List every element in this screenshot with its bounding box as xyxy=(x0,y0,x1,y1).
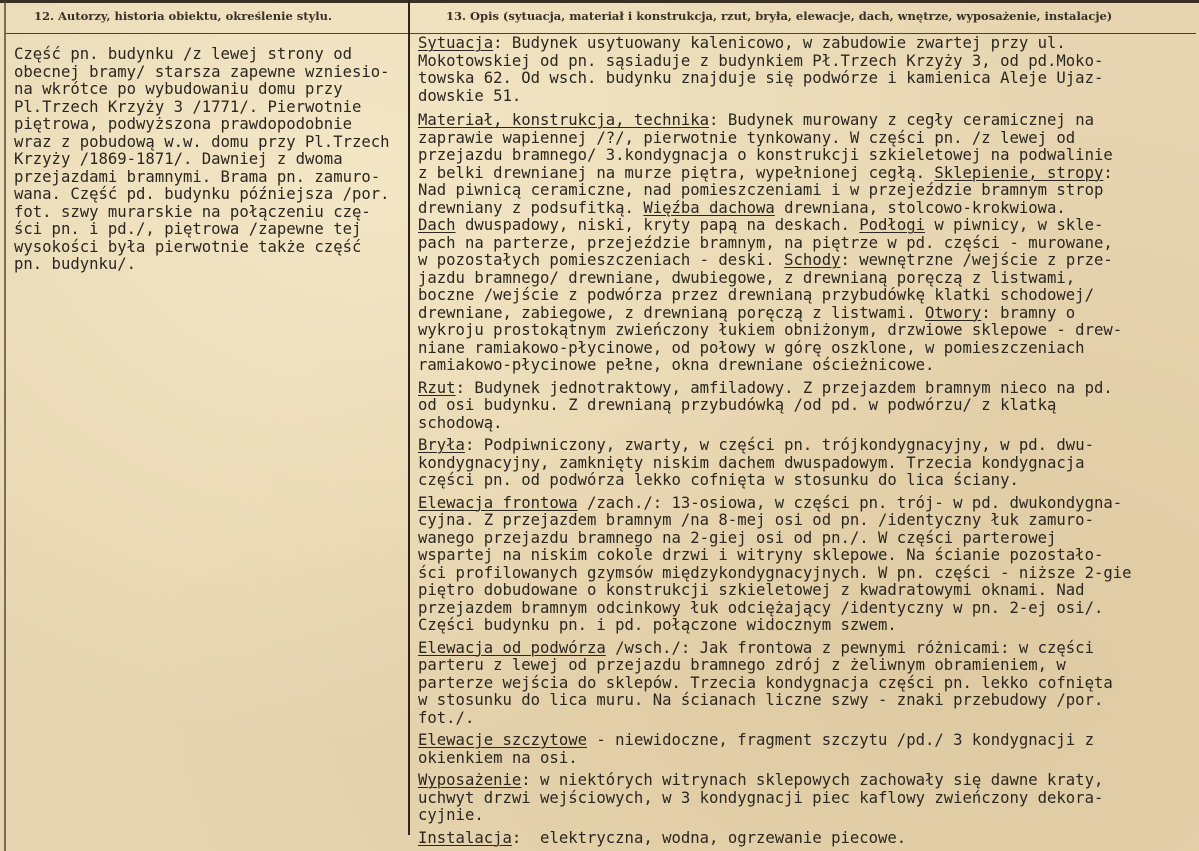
description-line: jazdu bramnego/ drewniane, dwubiegowe, z drewnianą poręczą z listwami, xyxy=(418,268,1076,287)
history-text-column xyxy=(14,46,390,274)
description-line: boczne /wejście z podwórza przez drewnianą przybudówkę klatki schodowej/ xyxy=(418,286,1094,304)
description-line: Elewacja od podwórza /wsch./: Jak frontowa z pewnymi różnicami: w części xyxy=(418,638,1094,657)
section-materiał-konstrukcja-technika xyxy=(418,112,1132,375)
section-sytuacja xyxy=(418,35,1132,105)
underlined-heading: Schody xyxy=(784,251,841,269)
underlined-heading: Wyposażenie xyxy=(418,771,522,789)
description-line: cyjna. Z przejazdem bramnym /na 8-mej osi od pn. /identyczny łuk zamuro- xyxy=(418,511,1094,529)
section-elewacja-od-podwórza xyxy=(418,640,1132,728)
history-line: Krzyży /1869-1871/. Dawniej z dwoma xyxy=(14,150,343,168)
description-line: Materiał, konstrukcja, technika: Budynek murowany z cegły ceramicznej na xyxy=(418,111,1094,129)
underlined-heading: Rzut xyxy=(418,378,456,397)
description-line: wspartej na niskim cokole drzwi i witryny sklepowe. Na ścianie pozostało- xyxy=(418,546,1104,564)
description-line: Sytuacja: Budynek usytuowany kalenicowo, w zabudowie zwartej przy ul. xyxy=(418,34,1066,52)
description-line: niane ramiakowo-płycinowe, od połowy w górę oszklone, w pomieszczeniach xyxy=(418,338,1085,357)
description-line: drewniany z podsufitką. Więźba dachowa drewniana, stolcowo-krokwiowa. xyxy=(418,198,1066,217)
section-elewacje-szczytowe xyxy=(418,732,1132,767)
description-line: towska 62. Od wsch. budynku znajduje się podwórze i kamienica Aleje Ujaz- xyxy=(418,69,1104,87)
description-line: uchwyt drzwi wejściowych, w 3 kondygnacji piec kaflowy zwieńczony dekora- xyxy=(418,788,1104,807)
description-line: wykroju prostokątnym zwieńczony łukiem obniżonym, drzwiowe sklepowe - drew- xyxy=(418,321,1123,339)
description-line: Instalacja: elektryczna, wodna, ogrzewanie piecowe. xyxy=(418,828,907,847)
description-line: parterze wejścia do sklepów. Trzecia kondygnacja części pn. lekko cofnięta xyxy=(418,673,1113,692)
underlined-heading: Sklepienie, stropy xyxy=(934,163,1104,182)
underlined-heading: Materiał, konstrukcja, technika xyxy=(418,111,710,129)
history-line: wraz z pobudową w.w. domu przy Pl.Trzech xyxy=(14,132,390,151)
section-instalacja xyxy=(418,830,1132,848)
history-line: przejazdami bramnymi. Brama pn. zamuro- xyxy=(14,167,381,186)
description-line: Mokotowskiej od pn. sąsiaduje z budynkiem Pł.Trzech Krzyży 3, od pd.Moko- xyxy=(418,51,1104,70)
left-edge-rule xyxy=(4,0,6,851)
history-line: Część pn. budynku /z lewej strony od xyxy=(14,45,352,63)
history-line: obecnej bramy/ starsza zapewne wzniesio- xyxy=(14,62,390,81)
section-rzut xyxy=(418,380,1132,433)
right-column-header: 13. Opis (sytuacja, materiał i konstrukcja, rzut, bryła, elewacje, dach, wnętrze, wyposażenie, instalacje) xyxy=(446,9,1113,23)
description-line: parteru z lewej od przejazdu bramnego zdrój z żeliwnym obramieniem, w xyxy=(418,656,1066,674)
top-border xyxy=(0,0,1199,3)
description-line: Nad piwnicą ceramiczne, nad pomieszczeniami i w przejeździe bramnym strop xyxy=(418,181,1104,199)
section-wyposażenie xyxy=(418,772,1132,825)
description-line: Rzut: Budynek jednotraktowy, amfiladowy. Z przejazdem bramnym nieco na pd. xyxy=(418,378,1113,397)
section-bryła xyxy=(418,437,1132,490)
description-line: drewniane, zabiegowe, z drewnianą poręczą z listwami. Otwory: bramny o xyxy=(418,303,1076,322)
history-line: fot. szwy murarskie na połączeniu czę- xyxy=(14,202,371,221)
description-line: schodową. xyxy=(418,413,503,432)
history-line: wana. Część pd. budynku późniejsza /por. xyxy=(14,185,390,203)
description-line: przejazdu bramnego/ 3.kondygnacja o konstrukcji szkieletowej na podwalinie xyxy=(418,146,1113,164)
history-line: wysokości była pierwotnie także część xyxy=(14,237,362,256)
history-line: pn. budynku/. xyxy=(14,255,137,273)
history-line: piętrowa, podwyższona prawdopodobnie xyxy=(14,115,352,133)
underlined-heading: Elewacje szczytowe xyxy=(418,731,587,749)
description-line: okienkiem na osi. xyxy=(418,748,578,767)
description-line: ści profilowanych gzymsów międzykondygnacyjnych. W pn. części - niższe 2-gie xyxy=(418,563,1132,582)
underlined-heading: Podłogi xyxy=(859,216,925,234)
underlined-heading: Elewacja frontowa xyxy=(418,493,578,512)
left-column-header: 12. Autorzy, historia obiektu, określenie stylu. xyxy=(34,9,332,23)
description-line: w pozostałych pomieszczeniach - deski. Schody: wewnętrzne /wejście z prze- xyxy=(418,251,1113,269)
description-line: Wyposażenie: w niektórych witrynach sklepowych zachowały się dawne kraty, xyxy=(418,771,1104,789)
description-line: fot./. xyxy=(418,708,475,727)
description-line: cyjnie. xyxy=(418,806,484,824)
description-line: zaprawie wapiennej /?/, pierwotnie tynkowany. W części pn. /z lewej od xyxy=(418,128,1076,147)
description-line: Elewacja frontowa /zach./: 13-osiowa, w części pn. trój- w pd. dwukondygna- xyxy=(418,493,1123,512)
description-line: Części budynku pn. i pd. połączone widocznym szwem. xyxy=(418,616,897,634)
description-line: z belki drewnianej na murze piętra, wypełnionej cegłą. Sklepienie, stropy: xyxy=(418,163,1113,182)
underlined-heading: Otwory xyxy=(924,303,982,322)
description-line: od osi budynku. Z drewnianą przybudówką /od pd. w podwórzu/ z klatką xyxy=(418,396,1057,414)
underlined-heading: Instalacja xyxy=(418,828,512,847)
column-divider xyxy=(408,0,410,835)
description-line: kondygnacyjny, zamknięty niskim dachem dwuspadowym. Trzecia kondygnacja xyxy=(418,453,1085,472)
description-line: dowskie 51. xyxy=(418,86,522,105)
description-line: wanego przejazdu bramnego na 2-giej osi od pn./. W części parterowej xyxy=(418,528,1057,547)
description-line: Dach dwuspadowy, niski, kryty papą na deskach. Podłogi w piwnicy, w skle- xyxy=(418,216,1104,234)
underlined-heading: Dach xyxy=(418,216,456,234)
history-line: ści pn. i pd./, piętrowa /zapewne tej xyxy=(14,220,362,238)
description-line: w stosunku do lica muru. Na ścianach liczne szwy - znaki przebudowy /por. xyxy=(418,691,1104,709)
description-line: Bryła: Podpiwniczony, zwarty, w części pn. trójkondygnacyjny, w pd. dwu- xyxy=(418,436,1094,454)
section-elewacja-frontowa xyxy=(418,495,1132,635)
history-line: Pl.Trzech Krzyży 3 /1771/. Pierwotnie xyxy=(14,97,362,116)
description-line: części pn. od podwórza lekko cofnięta w stosunku do lica ściany. xyxy=(418,471,1019,489)
description-text-column xyxy=(418,35,1132,847)
description-line: przejazdem bramnym odcinkowy łuk odciężający /identyczny w pn. 2-ej osi/. xyxy=(418,598,1104,617)
description-line: pach na parterze, przejeździe bramnym, na piętrze w pd. części - murowane, xyxy=(418,233,1113,252)
history-line: na wkrótce po wybudowaniu domu przy xyxy=(14,80,343,98)
description-line: Elewacje szczytowe - niewidoczne, fragment szczytu /pd./ 3 kondygnacji z xyxy=(418,731,1094,749)
underlined-heading: Więźba dachowa xyxy=(643,198,775,217)
underlined-heading: Sytuacja xyxy=(418,34,494,52)
underlined-heading: Bryła xyxy=(418,436,465,454)
description-line: ramiakowo-płycinowe pełne, okna drewniane ościeżnicowe. xyxy=(418,356,935,374)
underlined-heading: Elewacja od podwórza xyxy=(418,638,606,657)
description-line: piętro dobudowane o konstrukcji szkieletowej z kwadratowymi oknami. Nad xyxy=(418,581,1085,599)
